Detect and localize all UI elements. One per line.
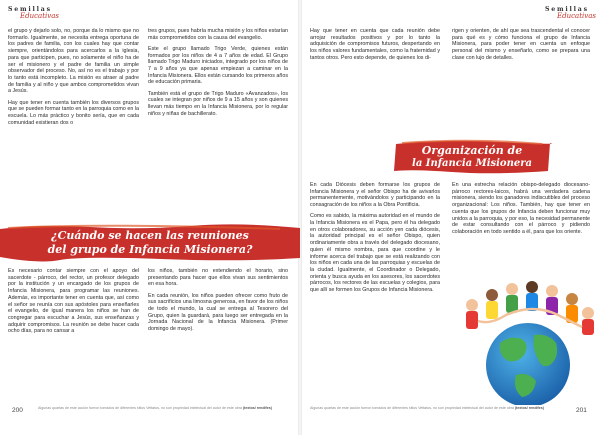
right-column-4 [452, 182, 590, 240]
footnote-text: Algunas quartas de este acción fueron tomados de diferentes sitios Vettatos, no son propiedad intelectual del autor de este obra [38, 406, 242, 410]
banner-title-line1: Organización de [421, 144, 523, 157]
paragraph: También está el grupo de Trigo Maduro «Avanzados», los cuales se integran por niños de 9 a 15 años y son quienes llevan más tiempo en la Infancia Misionera, por lo regular niños y niñas de bachillerato. [148, 90, 288, 117]
paragraph: Como es sabido, la máxima autoridad en el mundo de la Infancia Misionera es el Papa, pero él ha delegado en otros colaboradores, su acción yen cada diócesis, la autoridad principal es el señor Obispo, quien ordinariamente obra a través del delegado diocesano, quien él mismo nombra, para que coordine y le informe acerca del trabajo que se está realizando con los niños en cada una de las parroquias y escuelas de la ciudad. Igualmente, el Coordinador o Delegado, orienta y busca ayuda en los asesores, los sacerdotes párrocos, los rectores de las escuelas y colegios, para que allí se formen los Grupos de Infancia Misionera. [310, 213, 440, 294]
paragraph: los niños, también no extendiendo el horario, sino presentando para hacer que ellos vivan sus sentimientos en esa hora. [148, 268, 288, 288]
paragraph: tres grupos, pues habría mucha misión y los niños estarían más comprometidos con la causa del evangelio. [148, 28, 288, 41]
paragraph: En cada Diócesis deben formarse los grupos de Infancia Misionera y el señor Obispo ha de avivarlos permanentemente, motivándolos y participando en la consagración de los niños a la Obra Pontificia. [310, 182, 440, 209]
right-column-1 [310, 28, 440, 66]
paragraph: el grupo y dejarlo solo, no, porque da lo mismo que no formarlo. Igualmente, se necesita entrega oportuna de los padres de familia, con los cuales hay que contar siempre, orientándolos para acercarlos a la iglesia, para que participen, pues, no solamente el niño ha de ser el misionero y el padre de familia un simple observador del proceso. No, así no es el trabajo y por lo tanto está incompleto. La misión es atraer al padre de familia y al niño y que ambos comprometidos vivan a Jesús. [8, 28, 139, 95]
brand-line2: Educativas [20, 12, 59, 20]
footnote-bold: (textos/ rendifes) [514, 406, 544, 410]
left-column-4 [148, 268, 288, 337]
paragraph: rigen y orienten, de ahí que sea trascendental el conocer para qué es y cómo funciona el grupo de Infancia Misionera, para poder tener en cuenta un enfoque personal del mismo y enseñarlo, como se prepara una clase con lujo de detalles. [452, 28, 590, 61]
footnote [38, 406, 288, 411]
left-column-1 [8, 28, 139, 131]
footnote [310, 406, 550, 411]
paragraph: En cada reunión, los niños pueden ofrecer como fruto de sus sacrificios una limosna generosa, en favor de los niños de todo el mundo, la cual se entrega al Tesorero del Grupo, quien la guardará, para luego ser entregada en la Jornada Nacional de la Infancia Misionera. (Primer domingo de mayo). [148, 292, 288, 333]
brand-line2: Educativas [557, 12, 596, 20]
brand-line1: Semillas [8, 6, 52, 13]
left-column-3 [8, 268, 139, 340]
right-column-2 [452, 28, 590, 66]
reuniones-banner [0, 224, 300, 262]
right-page [300, 0, 600, 435]
footnote-bold: (textos/ rendifes) [242, 406, 272, 410]
banner-title-line2: del grupo de Infancia Misionera? [47, 243, 253, 256]
page-number: 201 [576, 407, 587, 414]
paragraph: Hay que tener en cuenta que cada reunión debe arrojar resultados positivos y por lo tanto la adquisición de compromisos futuros, despertando en los niños valores fundamentales, como la fraternidad y tantos otros. Pero esto depende, de quienes los di- [310, 28, 440, 61]
banner-title-line2: la Infancia Misionera [412, 158, 532, 169]
brand-logo [545, 6, 596, 20]
brand-logo [8, 6, 59, 20]
page-number: 200 [12, 407, 23, 414]
banner-title-line1: ¿Cuándo se hacen las reuniones [51, 229, 249, 242]
paragraph: Este el grupo llamado Trigo Verde, quienes están formados por los niños de 4 a 7 años de edad. El Grupo llamado Trigo Maduro iniciados, integrado por los niños de 7 a 9 años ya que apenas empiezan a caminar en la Infancia Misionera. Ellos están cursando los primeros años de educación primaria. [148, 45, 288, 86]
paragraph: Hay que tener en cuenta también los diversos grupos que se pueden formar tanto en la parroquia como en la escuela. Lo más práctico y bonito sería, que en cada comunidad existieran dos o [8, 99, 139, 126]
paragraph: En una estrecha relación obispo-delegado diocesano-párroco rectores-laicos, habrá una verdadera cadena misionera, siendo los ganadores indiscutibles del proceso organizacional: Los niños. También, hay que tener en cuenta que los grupos de Infancia deben funcionar muy unidos a la parroquia, y por eso, la necesidad permanente de estar consultando con el párroco y pidiendo colaboración en todo sentido a él, para que los oriente. [452, 182, 590, 235]
brand-line1: Semillas [545, 6, 589, 13]
left-column-2 [148, 28, 288, 122]
globe-children-illustration [450, 265, 600, 405]
right-column-3 [310, 182, 440, 298]
paragraph: Es necesario contar siempre con el apoyo del sacerdote - párroco, del rector, un profesor delegado por la institución y un encargado de los grupos de Infancia Misionera, para programar las reuniones. Además, es importante tener en cuenta que, así como el señor se reunía con sus apóstoles para enseñarles el evangelio, de igual manera los niños se han de congregar para escuchar a Jesús, sus enseñanzas y adquirir compromisos. La reunión se debe hacer cada ocho días, para no cansar a [8, 268, 139, 335]
footnote-text: Algunas quartas de este acción fueron tomados de diferentes sitios Vettatos, no son propiedad intelectual del autor de este obra [310, 406, 514, 410]
organizacion-banner [392, 138, 552, 176]
